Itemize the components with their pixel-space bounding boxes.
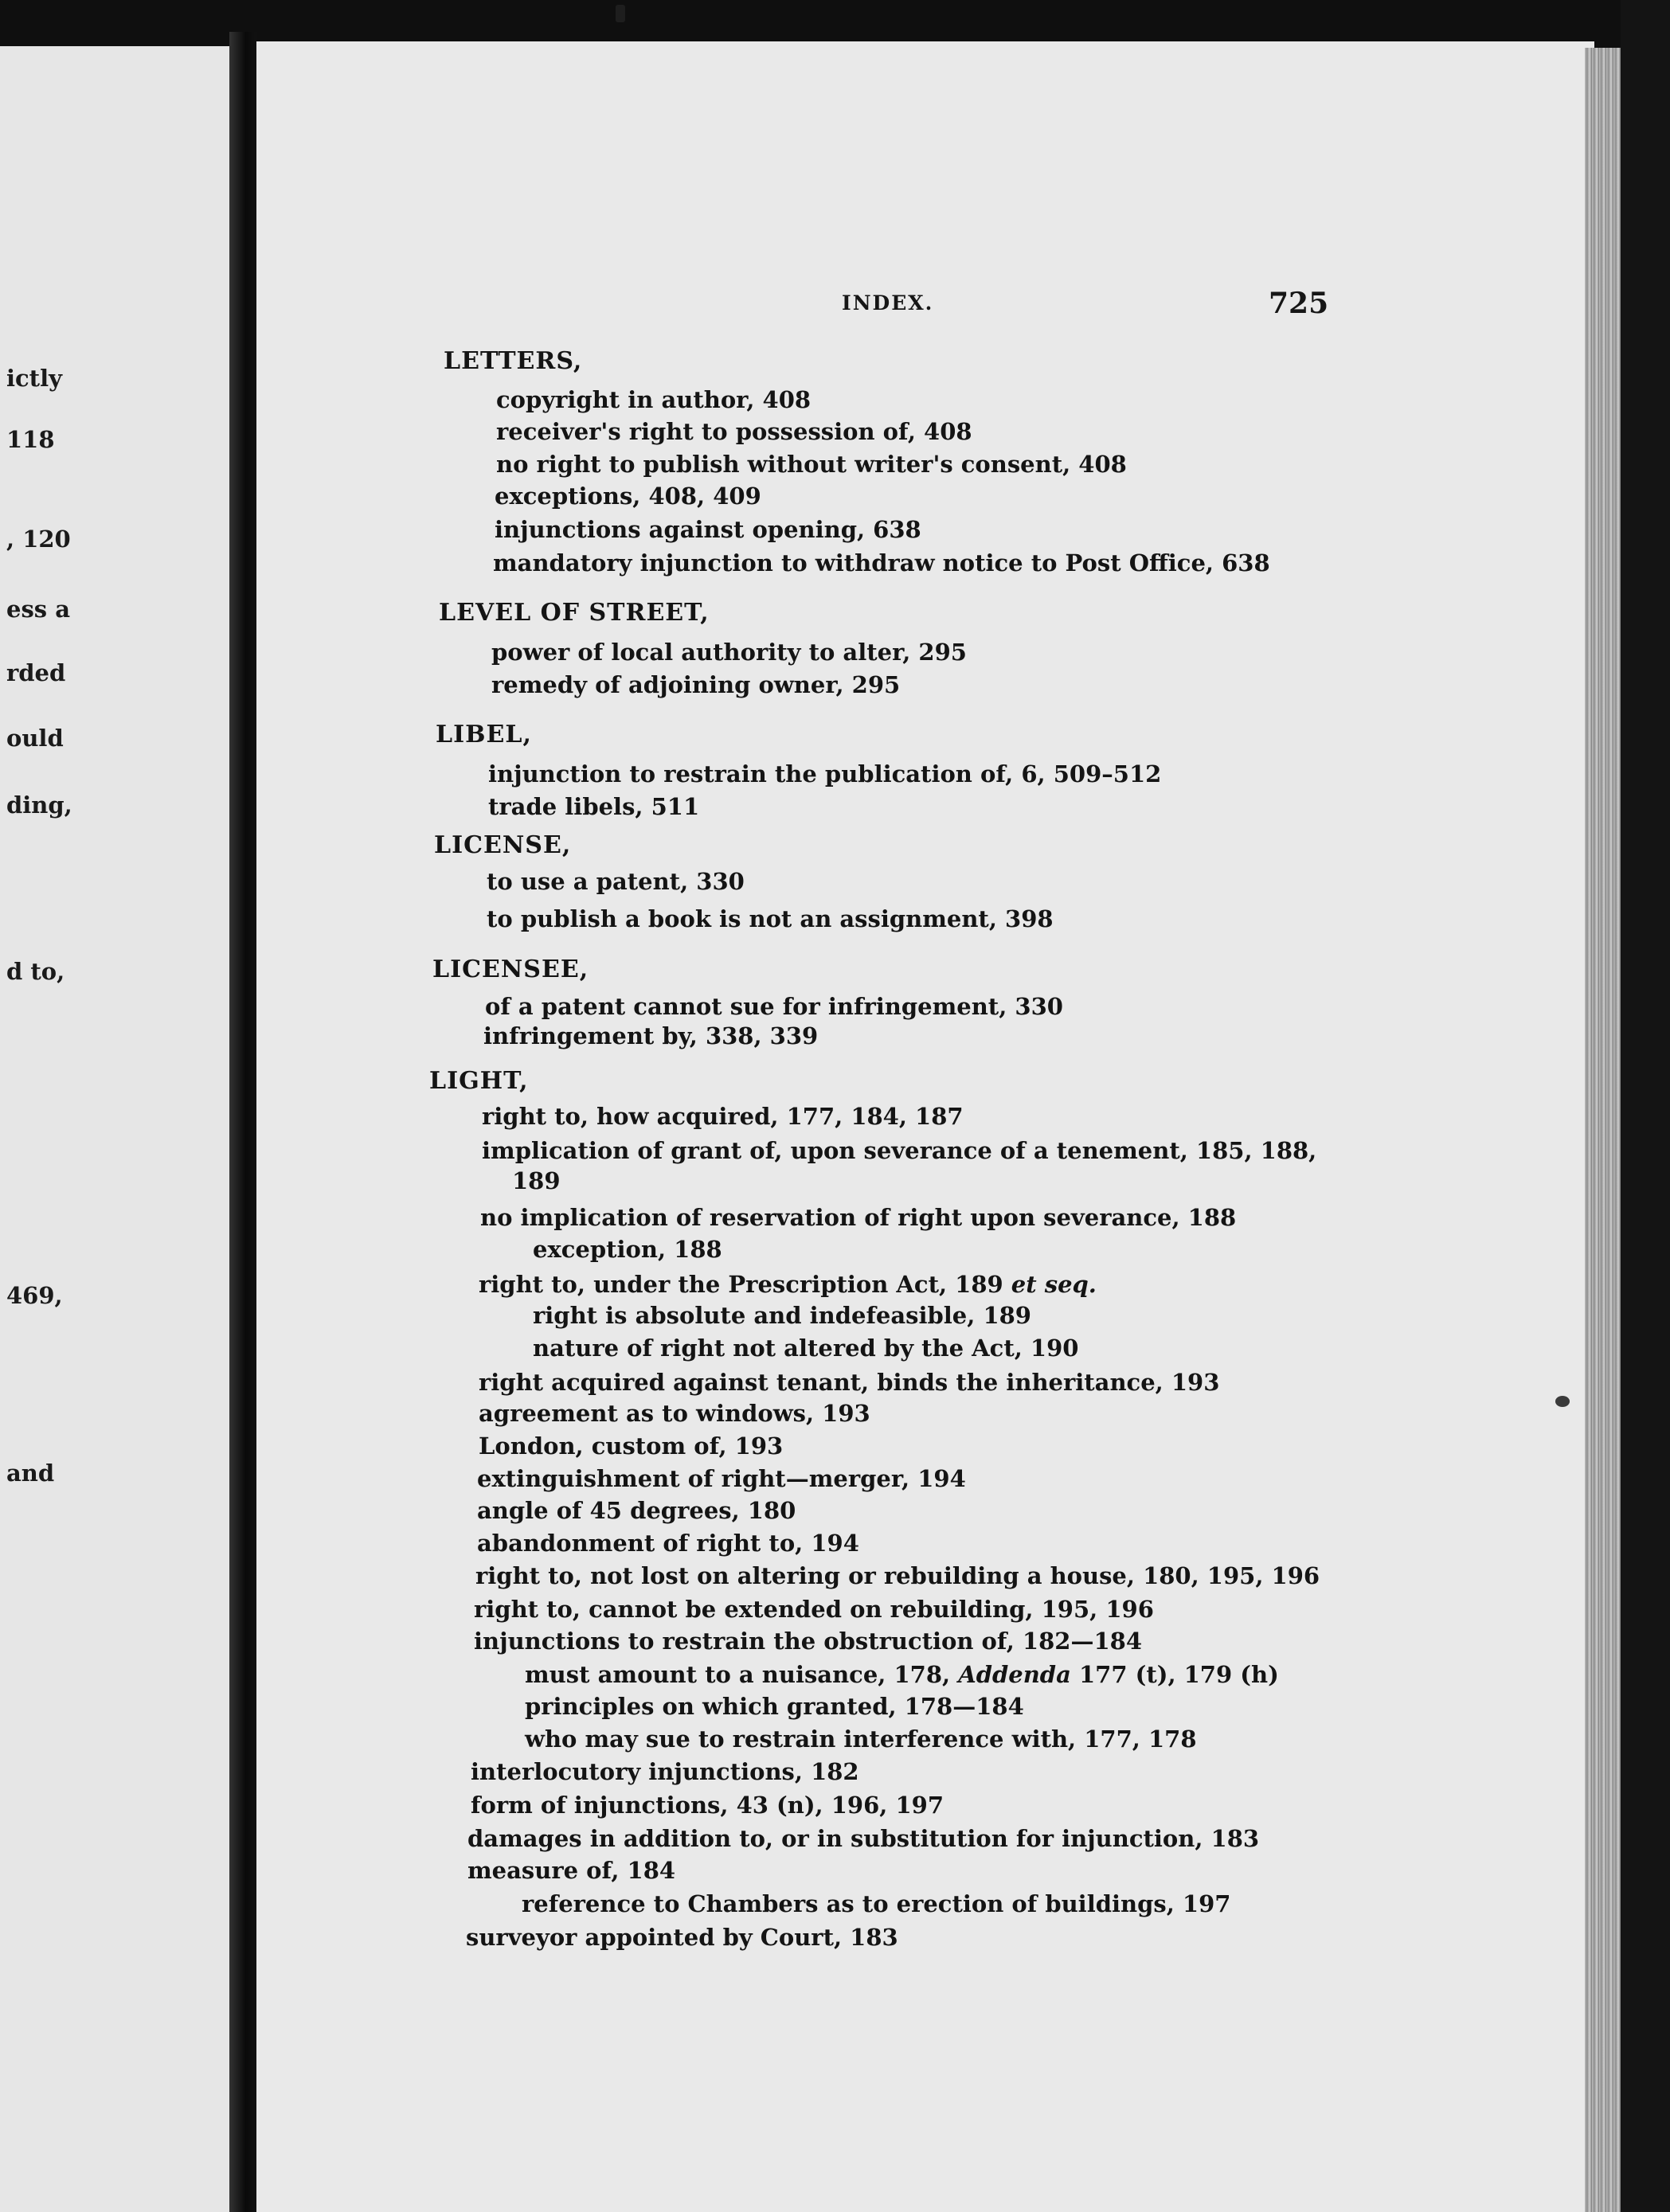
scan-blemish	[1555, 1396, 1570, 1407]
index-entry: right to, not lost on altering or rebuilding a house, 180, 195, 196	[475, 1562, 1320, 1589]
index-entry: abandonment of right to, 194	[477, 1530, 859, 1557]
index-entry: copyright in author, 408	[496, 386, 812, 413]
page-number: 725	[1269, 287, 1329, 320]
index-heading: LICENSEE,	[432, 956, 589, 983]
index-entry: injunctions against opening, 638	[495, 516, 921, 543]
index-entry: injunction to restrain the publication of, 6, 509–512	[488, 760, 1162, 787]
index-heading: LIGHT,	[429, 1067, 529, 1095]
index-entry: trade libels, 511	[488, 793, 700, 820]
index-entry: of a patent cannot sue for infringement, 330	[485, 993, 1063, 1020]
index-entry: damages in addition to, or in substitution for injunction, 183	[467, 1825, 1260, 1852]
entry-text: must amount to a nuisance, 178,	[525, 1661, 959, 1688]
index-entry: London, custom of, 193	[479, 1432, 784, 1460]
index-entry: exceptions, 408, 409	[495, 483, 761, 510]
page-stack-edge	[1585, 48, 1621, 2212]
index-entry: receiver's right to possession of, 408	[496, 418, 972, 445]
index-entry: no implication of reservation of right upon severance, 188	[480, 1204, 1237, 1231]
entry-text: right to, under the Prescription Act, 189	[479, 1271, 1011, 1298]
left-page-fragment: 118	[6, 426, 55, 453]
index-entry: angle of 45 degrees, 180	[477, 1497, 796, 1524]
entry-italic: Addenda	[958, 1661, 1071, 1688]
index-entry: right to, cannot be extended on rebuilding, 195, 196	[474, 1596, 1154, 1623]
entry-text: 177 (t), 179 (h)	[1070, 1661, 1279, 1688]
index-entry: injunctions to restrain the obstruction of, 182—184	[474, 1628, 1143, 1655]
left-page-fragment: ess a	[6, 596, 70, 623]
index-heading: LICENSE,	[434, 831, 572, 859]
running-head: INDEX.	[842, 291, 934, 315]
index-subentry: principles on which granted, 178—184	[525, 1693, 1024, 1720]
index-entry: form of injunctions, 43 (n), 196, 197	[471, 1792, 945, 1819]
index-entry: infringement by, 338, 339	[483, 1022, 819, 1049]
index-subentry: who may sue to restrain interference with, 177, 178	[525, 1725, 1197, 1753]
index-entry: power of local authority to alter, 295	[491, 639, 967, 666]
index-heading: LETTERS,	[444, 347, 583, 375]
left-page-fragment: 469,	[6, 1282, 63, 1309]
index-entry: measure of, 184	[467, 1857, 676, 1884]
left-page-fragment: rded	[6, 659, 66, 686]
book-gutter	[229, 32, 256, 2212]
left-page-fragment: d to,	[6, 958, 65, 985]
index-entry: extinguishment of right—merger, 194	[477, 1465, 966, 1492]
index-entry: right to, how acquired, 177, 184, 187	[482, 1103, 964, 1130]
index-entry: remedy of adjoining owner, 295	[491, 671, 901, 698]
left-page-fragment: ding,	[6, 791, 72, 819]
scan-mark	[616, 5, 625, 22]
entry-italic: et seq.	[1011, 1271, 1097, 1298]
index-heading: LIBEL,	[436, 721, 532, 748]
index-entry: surveyor appointed by Court, 183	[466, 1924, 898, 1951]
left-page-fragment: and	[6, 1460, 55, 1487]
index-subentry: right is absolute and indefeasible, 189	[533, 1302, 1031, 1329]
index-heading: LEVEL OF STREET,	[439, 599, 710, 627]
index-entry: to use a patent, 330	[487, 868, 745, 895]
index-entry: no right to publish without writer's consent, 408	[496, 451, 1127, 478]
index-entry: agreement as to windows, 193	[479, 1400, 870, 1427]
index-subentry: reference to Chambers as to erection of buildings, 197	[522, 1890, 1231, 1917]
left-page-fragment: , 120	[6, 526, 71, 553]
index-subentry: nature of right not altered by the Act, 190	[533, 1335, 1079, 1362]
index-entry: implication of grant of, upon severance of a tenement, 185, 188,	[482, 1137, 1317, 1164]
index-entry: mandatory injunction to withdraw notice to Post Office, 638	[493, 549, 1270, 576]
index-subentry: exception, 188	[533, 1236, 722, 1263]
left-page-fragment: ould	[6, 725, 64, 752]
index-entry: to publish a book is not an assignment, 398	[487, 905, 1054, 932]
index-subentry	[525, 1661, 1279, 1688]
index-entry: right acquired against tenant, binds the inheritance, 193	[479, 1369, 1220, 1396]
left-page-fragment: ictly	[6, 365, 62, 392]
scan-background	[1621, 0, 1670, 2212]
index-entry-continuation: 189	[512, 1167, 561, 1194]
index-entry	[479, 1271, 1097, 1298]
index-entry: interlocutory injunctions, 182	[471, 1758, 859, 1785]
